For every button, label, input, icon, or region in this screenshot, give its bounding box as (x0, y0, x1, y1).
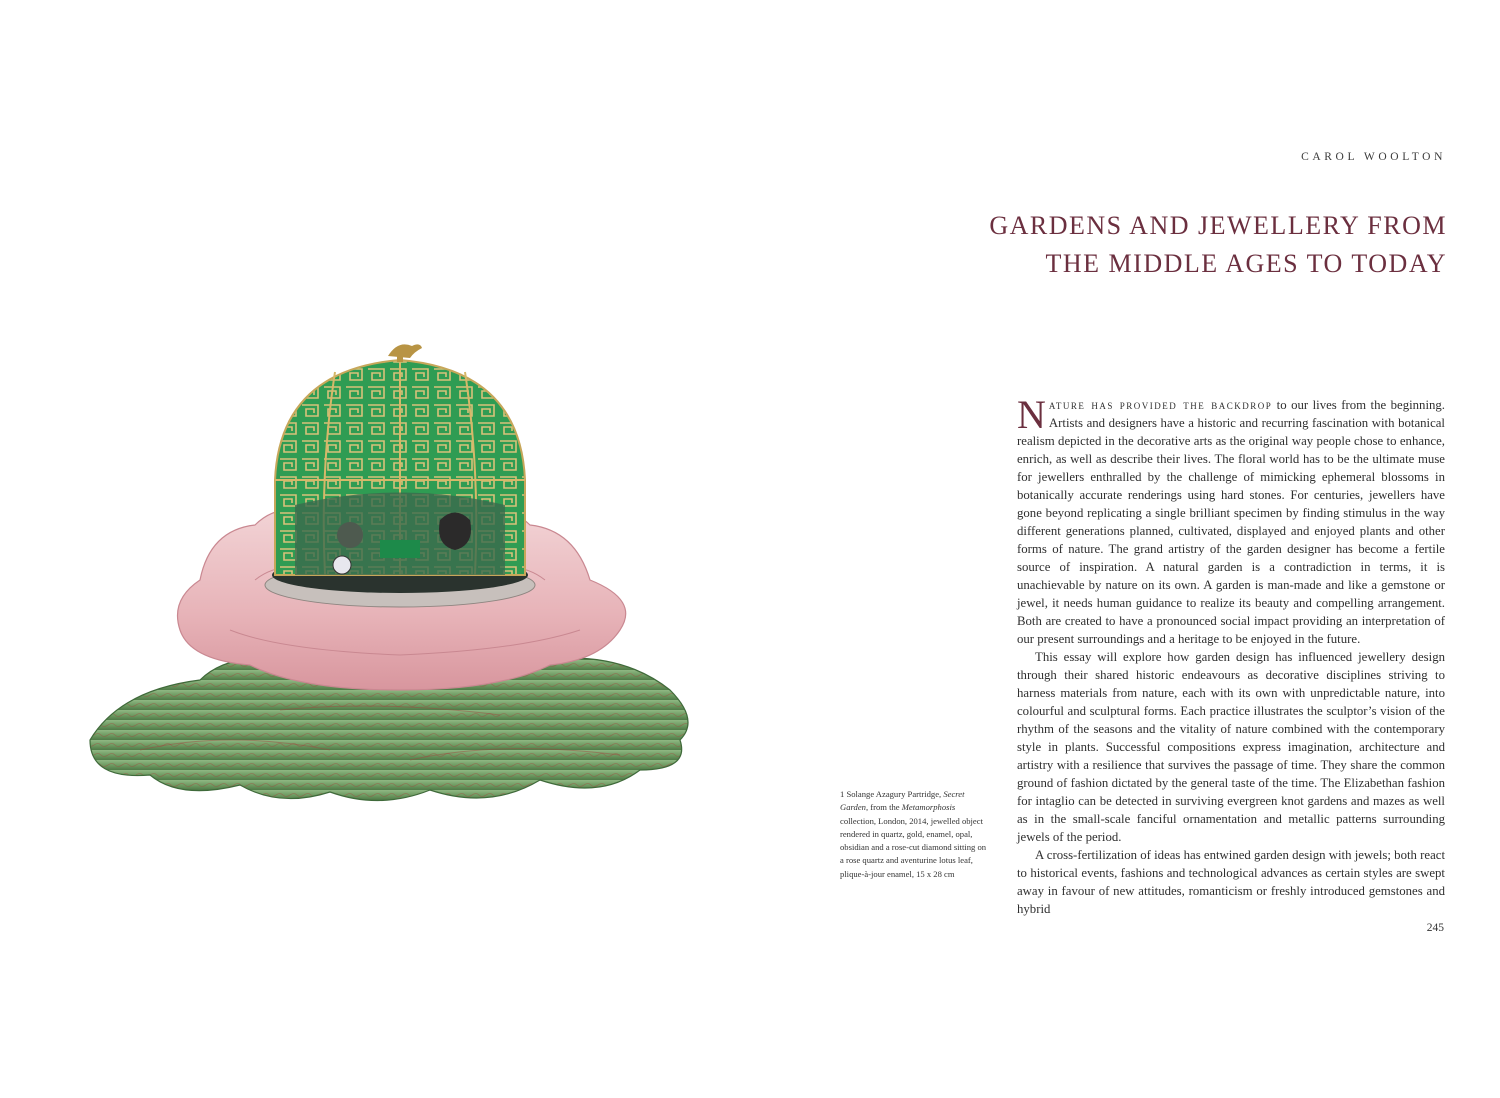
caption-artwork-title: Secret Garden (840, 789, 965, 813)
chapter-title-line-1: GARDENS AND JEWELLERY FROM (989, 211, 1447, 240)
secret-garden-jewel-image (80, 330, 720, 820)
chapter-title-line-2: THE MIDDLE AGES TO TODAY (1045, 249, 1447, 278)
essay-body (1017, 392, 1445, 918)
paragraph-3: A cross-fertilization of ideas has entwined garden design with jewels; both react to historical events, fashions and technological advances as certain styles are swept away in favour of new attitudes, romanticism or freshly introduced gemstones and hybrid (1017, 848, 1445, 916)
paragraph-1-text: to our lives from the beginning. Artists and designers have a historic and recurring fascination with botanical realism depicted in the decorative arts as the original way people chose to enhance, enrich, as well as describe their lives. The floral world has to be the ultimate muse for jewellers enthralled by the challenge of mimicking ephemeral blossoms in botanically accurate renderings using hard stones. For centuries, jewellers have gone beyond replicating a single brilliant specimen by finding stimulus in the way different generations planned, cultivated, displayed and enjoyed plants and other forms of nature. The grand artistry of the garden designer has become a fertile source of inspiration. A natural garden is a contradiction in terms, it is unachievable by nature on its own. A garden is man-made and like a gemstone or jewel, it needs human guidance to realize its beauty and compelling arrangement. Both are created to have a pronounced social impact providing an interpretation of our present surroundings and a heritage to be enjoyed in the future. (1017, 398, 1445, 646)
author-name: CAROL WOOLTON (1301, 151, 1446, 163)
caption-collection: Metamorphosis (901, 802, 956, 813)
page-number: 245 (1426, 922, 1444, 934)
caption-middle: , from the (865, 802, 902, 813)
drop-cap: N (1017, 392, 1046, 437)
paragraph-2: This essay will explore how garden design has influenced jewellery design through their shared historic endeavours as decorative disciplines striving to harness materials from nature, each with its own with unpredictable nature, into colourful and sculptural forms. Each practice illustrates the sculptor’s vision of the rhythm of the seasons and the vitality of nature combined with the contemporary style in plants. Successful compositions express imagination, architecture and artistry with a resilience that survives the passage of time. They share the common ground of fashion dictated by the general taste of the time. The Elizabethan fashion for intaglio can be detected in surviving evergreen knot gardens and mazes as well as in the small-scale fanciful ornamentation and metallic patterns surrounding jewels of the period. (1017, 650, 1445, 844)
lead-in-smallcaps: ature has provided the backdrop (1048, 398, 1273, 412)
caption-prefix: 1 Solange Azagury Partridge, (840, 789, 944, 799)
paragraph-1 (1017, 392, 1445, 648)
figure-caption (840, 788, 992, 881)
chapter-title (927, 207, 1447, 283)
caption-suffix: collection, London, 2014, jewelled object rendered in quartz, gold, enamel, opal, obsidian and a rose-cut diamond sitting on a rose quartz and aventurine lotus leaf, plique-à-jour enamel, 15 x 28 cm (840, 815, 987, 879)
